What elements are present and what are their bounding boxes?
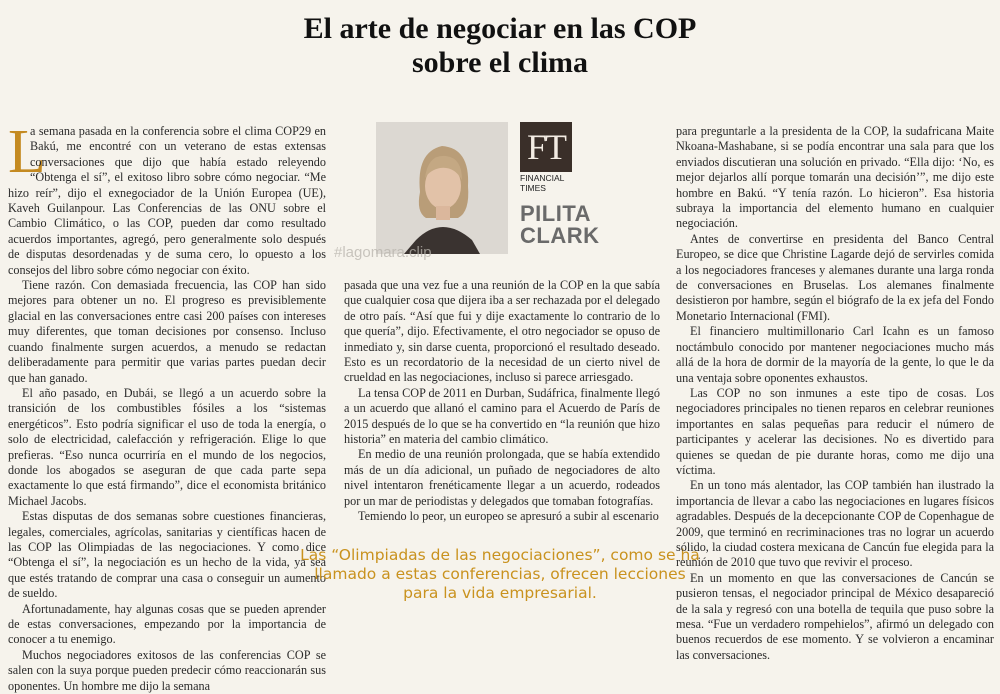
paragraph: para preguntarle a la presidenta de la COP, la sudafricana Maite Nkoana-Mashabane, si se podía encontrar una sala para que los enviados discutieran una solución en privado. “Ella dijo: ‘No, es mejor dejarlos allí porque tomarán una decisión’”, me dijo este hombre en Bakú. “Y tenía razón. Lo hicieron”. Esa historia subraya la importancia del elemento humano en cualquier negociación. [676,124,994,231]
paragraph: a semana pasada en la conferencia sobre el clima COP29 en Bakú, me encontré con un veterano de estas extensas conversaciones que dijo que había estado releyendo “Obtenga el sí”, el exitoso libro sobre cómo negociar. “Me hizo reír”, dijo el exnegociador de la Unión Europea (UE), Kaveh Guilanpour. Las Conferencias de las ONU sobre el Cambio Climático, o las COP, pueden dar como resultado acuerdos importantes, agregó, pero generalmente solo después de disputas desordenadas y de suma cero, lo opuesto a los consejos del libro sobre cómo negociar con éxito. [8,124,326,277]
paragraph: El año pasado, en Dubái, se llegó a un acuerdo sobre la transición de los combustibles fósiles a los “sistemas energéticos”. Esto podría significar el uso de toda la energía, o solo de electricidad, calefacción y refrigeración. Elige lo que prefieras. “Eso nunca ocurriría en el mundo de los negocios, donde los abogados se aseguran de que cada parte sepa exactamente lo que está firmando”, dice el economista británico Michael Jacobs. [8,385,326,508]
article-column-1 [8,118,326,694]
paragraph: En un tono más alentador, las COP también han ilustrado la importancia de llevar a cabo las negociaciones en lugares físicos agradables. Después de la decepcionante COP de Copenhague de 2009, que terminó en recriminaciones tras no lograr un acuerdo sólido, la ciudad costera mexicana de Cancún fue elegida para la reunión de 2010 que tuvo que revivir el proceso. [676,478,994,570]
article-column-3 [676,124,994,663]
article-title [0,12,1000,80]
author-photo [376,122,508,254]
paragraph: Afortunadamente, hay algunas cosas que se pueden aprender de estas conversaciones, empezando por la importancia de conocer a tu enemigo. [8,601,326,647]
title-line-1: El arte de negociar en las COP [303,12,697,45]
ft-logo-subtitle: FINANCIAL TIMES [520,173,565,193]
ft-logo: FT [520,122,572,172]
paragraph: Tiene razón. Con demasiada frecuencia, las COP han sido mejores para obtener un no. El progreso es previsiblemente glacial en las conversaciones entre casi 200 países con intereses muy diferentes, que toman decisiones por consenso. Incluso cuando finalmente surgen acuerdos, a menudo se redactan deliberadamente para permitir que varias partes puedan decir que han ganado. [8,278,326,385]
drop-cap: L [8,118,46,186]
author-first-name: PILITA [520,201,592,226]
article-column-2 [344,278,660,525]
paragraph: La tensa COP de 2011 en Durban, Sudáfrica, finalmente llegó a un acuerdo que allanó el camino para el Acuerdo de París de 2015 después de lo que se ha convertido en “la reunión que hizo historia” en materia del cambio climático. [344,385,660,447]
paragraph: Antes de convertirse en presidenta del Banco Central Europeo, se dice que Christine Lagarde dejó de servirles comida a los negociadores franceses y alemanes durante una larga ronda de conversaciones en Bruselas. Los alemanes finalmente desistieron por hambre, según el biógrafo de la ex jefa del Fondo Monetario Internacional (FMI). [676,231,994,323]
author-name [520,203,600,247]
watermark: #lagomara.clip [334,244,432,261]
paragraph: pasada que una vez fue a una reunión de la COP en la que sabía que cualquier cosa que dijera iba a ser rechazada por el delegado de otro país. “Así que fui y dije exactamente lo contrario de lo que quería”, dijo. Efectivamente, el otro negociador se opuso de inmediato y, sin darse cuenta, proporcionó el resultado deseado. Esto es un recordatorio de la necesidad de un cierto nivel de crueldad en las negociaciones, incluso si parece arriesgado. [344,278,660,385]
paragraph: En un momento en que las conversaciones de Cancún se pusieron tensas, el negociador principal de México desapareció de la sala y regresó con una botella de tequila que puso sobre la mesa. “Fue un verdadero rompehielos”, afirmó un delegado con buenos recuerdos de ese momento. Y se volvieron a encaminar las conversaciones. [676,570,994,662]
paragraph: Las COP no son inmunes a este tipo de cosas. Los negociadores principales no tienen reparos en celebrar reuniones importantes en salas pequeñas para reducir el número de participantes y acelerar las decisiones. No es divertido para quienes se quedan de pie durante horas, como me dijo una víctima. [676,385,994,477]
pull-quote: Las “Olimpiadas de las negociaciones”, como se ha llamado a estas conferencias, ofrecen lecciones para la vida empresarial. [300,546,700,602]
title-line-2: sobre el clima [411,46,589,79]
paragraph: Estas disputas de dos semanas sobre cuestiones financieras, legales, comerciales, agrícolas, sanitarias y científicas hacen de las COP las Olimpiadas de las negociaciones. Y como dice “Obtenga el sí”, la negociación es un hecho de la vida, ya sea que estés tratando de comprar una casa o conseguir un aumento de sueldo. [8,509,326,601]
paragraph: Muchos negociadores exitosos de las conferencias COP se salen con la suya porque pueden predecir cómo reaccionarán sus oponentes. Un hombre me dijo la semana [8,647,326,693]
paragraph: Temiendo lo peor, un europeo se apresuró a subir al escenario [358,509,659,524]
paragraph: El financiero multimillonario Carl Icahn es un famoso noctámbulo conocido por mantener negociaciones mucho más allá de la hora de dormir de la mayoría de la gente, lo que le da una ventaja sobre oponentes exhaustos. [676,324,994,385]
paragraph: En medio de una reunión prolongada, que se había extendido más de un día adicional, un puñado de negociadores de alto nivel intentaron frenéticamente llegar a un acuerdo, rodeados por un mar de periodistas y delegados que tomaban fotografías. [344,447,660,508]
author-last-name: CLARK [520,223,600,248]
author-portrait-illustration [376,122,508,254]
